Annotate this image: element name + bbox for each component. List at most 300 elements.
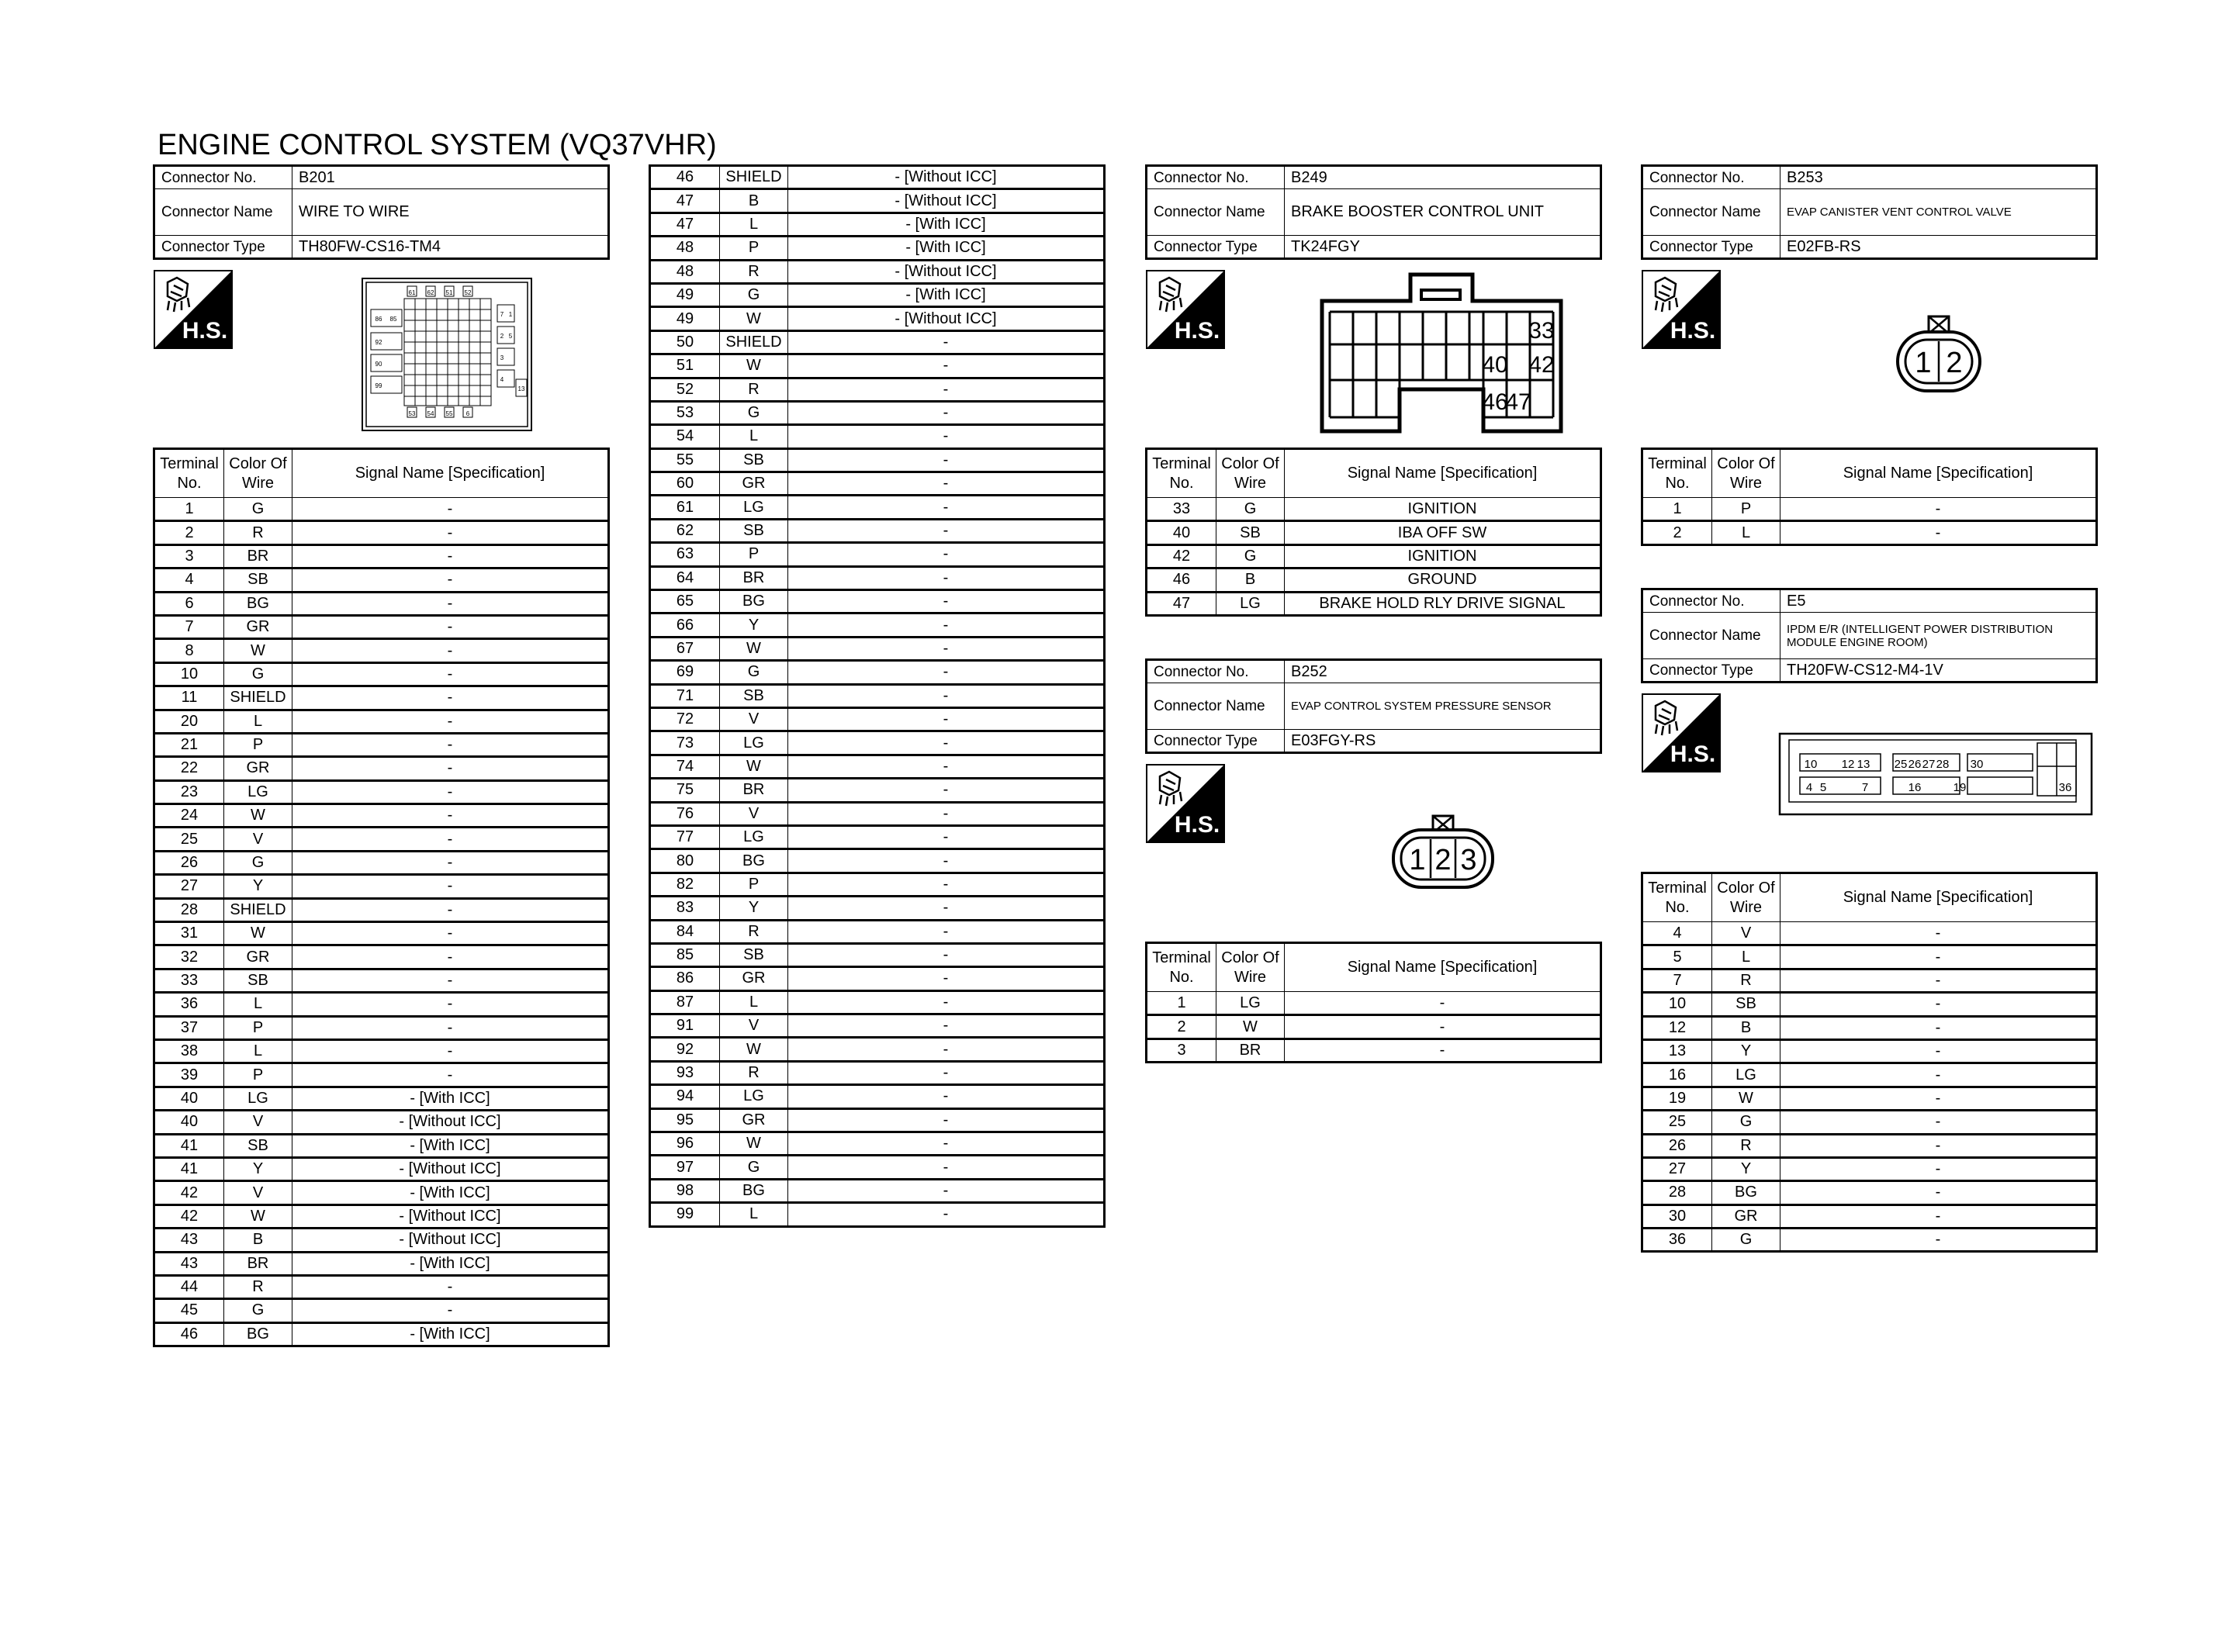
terminal-no-cell: 45 <box>154 1299 224 1322</box>
wire-color-cell: G <box>1712 1229 1780 1252</box>
wire-color-cell: GR <box>720 472 788 496</box>
terminal-no-cell: 3 <box>1147 1039 1216 1062</box>
terminal-no-cell: 64 <box>650 566 720 589</box>
terminal-no-cell: 13 <box>1642 1039 1712 1063</box>
b201-pin-label: 52 <box>464 289 472 296</box>
e5-pin-label: 30 <box>1970 758 1984 771</box>
table-row <box>1642 521 2097 544</box>
table-row <box>650 1156 1105 1179</box>
terminal-no-cell: 97 <box>650 1156 720 1179</box>
b249-connector-face <box>1319 271 1564 434</box>
b201-pin-label: 54 <box>427 410 434 417</box>
signal-name-cell: - <box>1780 1134 2097 1157</box>
signal-name-cell: - <box>788 1156 1105 1179</box>
signal-name-cell: - <box>788 1179 1105 1202</box>
terminal-no-cell: 62 <box>650 519 720 542</box>
hs-badge-label: H.S. <box>1670 318 1716 344</box>
table-row <box>650 990 1105 1014</box>
terminal-no-cell: 1 <box>1147 992 1216 1015</box>
wire-color-cell: B <box>224 1229 292 1252</box>
signal-name-cell: - <box>292 875 609 898</box>
hs-harness-side-icon <box>1642 693 1721 772</box>
signal-name-cell: - <box>1780 945 2097 969</box>
table-row <box>650 849 1105 873</box>
wire-color-cell: G <box>224 498 292 521</box>
terminal-no-cell: 20 <box>154 710 224 733</box>
table-row <box>650 378 1105 401</box>
terminal-no-cell: 2 <box>154 521 224 544</box>
wire-color-cell: V <box>224 828 292 851</box>
wire-color-cell: W <box>224 639 292 662</box>
header-terminal-no: Terminal No. <box>1642 873 1712 922</box>
terminal-no-cell: 51 <box>650 354 720 378</box>
label-connector-name: Connector Name <box>154 189 292 236</box>
signal-name-cell: - <box>1780 993 2097 1016</box>
signal-name-cell: GROUND <box>1285 569 1601 592</box>
b201-connector-info <box>153 164 610 260</box>
table-row <box>650 189 1105 213</box>
wire-color-cell: W <box>224 804 292 828</box>
table-row <box>154 851 609 874</box>
wire-color-cell: W <box>1712 1087 1780 1110</box>
terminal-no-cell: 52 <box>650 378 720 401</box>
signal-name-cell: - <box>788 1203 1105 1226</box>
signal-name-cell: - [With ICC] <box>292 1087 609 1110</box>
table-row <box>650 1108 1105 1132</box>
header-color-of-wire: Color Of Wire <box>224 449 292 498</box>
signal-name-cell: - <box>1285 1039 1601 1062</box>
page-title: ENGINE CONTROL SYSTEM (VQ37VHR) <box>157 129 717 161</box>
header-signal-name: Signal Name [Specification] <box>1285 449 1601 498</box>
signal-name-cell: - <box>1780 1039 2097 1063</box>
b252-connector-face <box>1389 811 1497 892</box>
signal-name-cell: - <box>1780 1016 2097 1039</box>
terminal-no-cell: 53 <box>650 401 720 424</box>
signal-name-cell: - <box>1780 1229 2097 1252</box>
signal-name-cell: - <box>788 990 1105 1014</box>
hs-badge-label: H.S. <box>182 318 228 344</box>
table-row <box>650 1061 1105 1084</box>
table-row <box>1147 592 1601 615</box>
label-connector-name: Connector Name <box>1642 189 1780 236</box>
signal-name-cell: - <box>788 472 1105 496</box>
terminal-no-cell: 40 <box>154 1087 224 1110</box>
label-connector-name: Connector Name <box>1642 613 1780 659</box>
wire-color-cell: L <box>720 1203 788 1226</box>
signal-name-cell: - <box>1780 1111 2097 1134</box>
table-row <box>650 1038 1105 1061</box>
wire-color-cell: V <box>1712 922 1780 945</box>
header-signal-name: Signal Name [Specification] <box>292 449 609 498</box>
terminal-no-cell: 80 <box>650 849 720 873</box>
terminal-no-cell: 47 <box>650 213 720 236</box>
terminal-no-cell: 21 <box>154 733 224 756</box>
wire-color-cell: SB <box>1216 521 1285 544</box>
b249-terminal-table <box>1145 448 1602 617</box>
wire-color-cell: LG <box>224 780 292 804</box>
wire-color-cell: W <box>224 1204 292 1228</box>
signal-name-cell: - [With ICC] <box>292 1134 609 1157</box>
table-row <box>154 969 609 992</box>
b201-connector-name: WIRE TO WIRE <box>292 189 609 236</box>
terminal-no-cell: 98 <box>650 1179 720 1202</box>
terminal-no-cell: 27 <box>154 875 224 898</box>
hs-harness-side-icon <box>1642 270 1721 349</box>
signal-name-cell: - <box>292 922 609 945</box>
table-row <box>650 731 1105 755</box>
table-row <box>154 1039 609 1063</box>
signal-name-cell: - <box>292 1063 609 1087</box>
wire-color-cell: SHIELD <box>720 330 788 354</box>
terminal-no-cell: 3 <box>154 544 224 568</box>
signal-name-cell: - <box>1780 1087 2097 1110</box>
terminal-no-cell: 61 <box>650 496 720 519</box>
wire-color-cell: L <box>720 990 788 1014</box>
table-row <box>650 661 1105 684</box>
signal-name-cell: - <box>292 993 609 1016</box>
b201-pin-label: 55 <box>445 410 453 417</box>
terminal-no-cell: 86 <box>650 967 720 990</box>
terminal-no-cell: 41 <box>154 1157 224 1180</box>
terminal-no-cell: 38 <box>154 1039 224 1063</box>
table-row <box>154 569 609 592</box>
b201-pin-label: 53 <box>408 410 416 417</box>
table-row <box>1642 1016 2097 1039</box>
signal-name-cell: IGNITION <box>1285 544 1601 568</box>
signal-name-cell: - <box>292 969 609 992</box>
terminal-no-cell: 43 <box>154 1229 224 1252</box>
terminal-no-cell: 47 <box>650 189 720 213</box>
terminal-no-cell: 36 <box>1642 1229 1712 1252</box>
signal-name-cell: - <box>1780 1181 2097 1204</box>
terminal-no-cell: 25 <box>154 828 224 851</box>
e5-pin-label: 28 <box>1936 758 1950 771</box>
table-row <box>650 755 1105 778</box>
wire-color-cell: LG <box>224 1087 292 1110</box>
terminal-no-cell: 40 <box>154 1111 224 1134</box>
table-row <box>154 1157 609 1180</box>
table-row <box>1147 569 1601 592</box>
signal-name-cell: - <box>788 613 1105 637</box>
wire-color-cell: SB <box>1712 993 1780 1016</box>
b252-connector-name: EVAP CONTROL SYSTEM PRESSURE SENSOR <box>1285 683 1601 730</box>
b252-connector-info <box>1145 658 1602 754</box>
hs-badge-label: H.S. <box>1670 741 1716 767</box>
signal-name-cell: - <box>788 1014 1105 1038</box>
wire-color-cell: L <box>1712 945 1780 969</box>
wire-color-cell: G <box>720 1156 788 1179</box>
table-row <box>154 544 609 568</box>
table-row <box>650 566 1105 589</box>
e5-pin-label: 19 <box>1953 781 1967 794</box>
terminal-no-cell: 10 <box>1642 993 1712 1016</box>
signal-name-cell: - <box>292 592 609 615</box>
signal-name-cell: - <box>788 943 1105 966</box>
wire-color-cell: V <box>224 1111 292 1134</box>
hs-badge-label: H.S. <box>1174 318 1220 344</box>
wire-color-cell: SB <box>224 569 292 592</box>
terminal-no-cell: 82 <box>650 873 720 896</box>
wire-color-cell: P <box>720 237 788 260</box>
table-row <box>1642 1134 2097 1157</box>
wire-color-cell: SHIELD <box>224 686 292 710</box>
terminal-no-cell: 49 <box>650 307 720 330</box>
label-connector-no: Connector No. <box>1642 166 1780 189</box>
table-row <box>154 498 609 521</box>
header-signal-name: Signal Name [Specification] <box>1285 943 1601 992</box>
terminal-no-cell: 42 <box>1147 544 1216 568</box>
e5-connector-type: TH20FW-CS12-M4-1V <box>1780 659 2097 683</box>
wire-color-cell: W <box>720 1132 788 1156</box>
terminal-no-cell: 46 <box>154 1322 224 1346</box>
terminal-no-cell: 39 <box>154 1063 224 1087</box>
table-row <box>1642 1229 2097 1252</box>
wire-color-cell: BG <box>1712 1181 1780 1204</box>
wire-color-cell: L <box>720 213 788 236</box>
wire-color-cell: SB <box>720 519 788 542</box>
wire-color-cell: LG <box>1216 992 1285 1015</box>
b253-connector-info <box>1641 164 2098 260</box>
b253-pin-label: 1 <box>1915 347 1932 379</box>
terminal-no-cell: 16 <box>1642 1063 1712 1087</box>
signal-name-cell: - <box>788 330 1105 354</box>
terminal-no-cell: 2 <box>1147 1015 1216 1039</box>
wire-color-cell: W <box>720 307 788 330</box>
signal-name-cell: - <box>292 828 609 851</box>
table-row <box>650 237 1105 260</box>
signal-name-cell: - <box>788 1085 1105 1108</box>
signal-name-cell: - [With ICC] <box>292 1322 609 1346</box>
e5-pin-label: 13 <box>1857 758 1870 771</box>
terminal-no-cell: 91 <box>650 1014 720 1038</box>
table-row <box>154 1275 609 1298</box>
table-row <box>154 521 609 544</box>
table-row <box>650 967 1105 990</box>
wire-color-cell: GR <box>720 1108 788 1132</box>
signal-name-cell: - <box>788 1061 1105 1084</box>
signal-name-cell: - [Without ICC] <box>292 1204 609 1228</box>
terminal-no-cell: 28 <box>154 898 224 921</box>
table-row <box>650 354 1105 378</box>
terminal-no-cell: 27 <box>1642 1157 1712 1180</box>
wire-color-cell: SB <box>720 448 788 472</box>
table-row <box>1642 498 2097 521</box>
wire-color-cell: SB <box>720 943 788 966</box>
signal-name-cell: - <box>788 1132 1105 1156</box>
table-row <box>154 828 609 851</box>
wire-color-cell: V <box>720 707 788 731</box>
table-row <box>650 873 1105 896</box>
table-row <box>1642 945 2097 969</box>
signal-name-cell: - [Without ICC] <box>292 1157 609 1180</box>
e5-connector-info <box>1641 588 2098 683</box>
wire-color-cell: R <box>720 1061 788 1084</box>
table-row <box>650 637 1105 660</box>
e5-pin-label: 27 <box>1922 758 1936 771</box>
table-row <box>154 1322 609 1346</box>
wire-color-cell: R <box>1712 1134 1780 1157</box>
b201-connector-type: TH80FW-CS16-TM4 <box>292 236 609 259</box>
table-row <box>650 496 1105 519</box>
wire-color-cell: LG <box>720 496 788 519</box>
terminal-no-cell: 48 <box>650 237 720 260</box>
table-row <box>154 686 609 710</box>
wire-color-cell: W <box>720 1038 788 1061</box>
wire-color-cell: Y <box>224 1157 292 1180</box>
wire-color-cell: Y <box>1712 1039 1780 1063</box>
terminal-no-cell: 4 <box>1642 922 1712 945</box>
terminal-no-cell: 66 <box>650 613 720 637</box>
terminal-no-cell: 2 <box>1642 521 1712 544</box>
wire-color-cell: BG <box>720 1179 788 1202</box>
wire-color-cell: LG <box>1712 1063 1780 1087</box>
table-row <box>1642 1063 2097 1087</box>
terminal-no-cell: 65 <box>650 590 720 613</box>
wire-color-cell: P <box>224 733 292 756</box>
e5-pin-label: 5 <box>1819 781 1827 794</box>
table-row <box>650 802 1105 825</box>
e5-pin-label: 26 <box>1908 758 1922 771</box>
table-row <box>650 1132 1105 1156</box>
b249-pin-label: 47 <box>1505 389 1531 415</box>
table-row <box>154 639 609 662</box>
terminal-no-cell: 4 <box>154 569 224 592</box>
signal-name-cell: - <box>292 780 609 804</box>
wire-color-cell: R <box>1712 969 1780 992</box>
e5-pin-label: 16 <box>1908 781 1922 794</box>
wire-color-cell: B <box>1216 569 1285 592</box>
wire-color-cell: P <box>720 543 788 566</box>
signal-name-cell: - <box>788 496 1105 519</box>
table-row <box>1642 969 2097 992</box>
terminal-no-cell: 11 <box>154 686 224 710</box>
header-signal-name: Signal Name [Specification] <box>1780 873 2097 922</box>
signal-name-cell: - <box>788 897 1105 920</box>
table-row <box>1147 498 1601 521</box>
terminal-no-cell: 69 <box>650 661 720 684</box>
terminal-no-cell: 54 <box>650 425 720 448</box>
terminal-no-cell: 30 <box>1642 1204 1712 1228</box>
b249-connector-no: B249 <box>1285 166 1601 189</box>
b252-connector-type: E03FGY-RS <box>1285 730 1601 753</box>
wire-color-cell: L <box>1712 521 1780 544</box>
table-row <box>650 613 1105 637</box>
table-row <box>154 710 609 733</box>
signal-name-cell: - [With ICC] <box>292 1252 609 1275</box>
label-connector-no: Connector No. <box>1147 166 1285 189</box>
b253-connector-type: E02FB-RS <box>1780 236 2097 259</box>
terminal-no-cell: 37 <box>154 1016 224 1039</box>
signal-name-cell: - <box>788 731 1105 755</box>
wire-color-cell: L <box>224 1039 292 1063</box>
wire-color-cell: BR <box>720 566 788 589</box>
wire-color-cell: SB <box>224 969 292 992</box>
wire-color-cell: GR <box>720 967 788 990</box>
terminal-no-cell: 41 <box>154 1134 224 1157</box>
wire-color-cell: SHIELD <box>720 166 788 189</box>
terminal-no-cell: 46 <box>650 166 720 189</box>
wire-color-cell: BR <box>1216 1039 1285 1062</box>
wire-color-cell: GR <box>224 757 292 780</box>
signal-name-cell: - <box>788 920 1105 943</box>
terminal-no-cell: 96 <box>650 1132 720 1156</box>
wire-color-cell: GR <box>1712 1204 1780 1228</box>
signal-name-cell: - <box>788 401 1105 424</box>
b201-pin-label: 5 <box>508 333 513 340</box>
terminal-no-cell: 42 <box>154 1181 224 1204</box>
signal-name-cell: - [Without ICC] <box>788 260 1105 283</box>
e5-terminal-table <box>1641 872 2098 1253</box>
table-row <box>154 1181 609 1204</box>
signal-name-cell: - [With ICC] <box>788 283 1105 306</box>
table-row <box>154 1229 609 1252</box>
b252-connector-no: B252 <box>1285 660 1601 683</box>
table-row <box>1642 1157 2097 1180</box>
signal-name-cell: - [Without ICC] <box>788 189 1105 213</box>
hs-harness-side-icon <box>1146 270 1225 349</box>
terminal-no-cell: 43 <box>154 1252 224 1275</box>
b249-pin-label: 40 <box>1482 352 1508 378</box>
signal-name-cell: - <box>788 543 1105 566</box>
e5-connector-no: E5 <box>1780 589 2097 613</box>
signal-name-cell: - <box>788 1108 1105 1132</box>
signal-name-cell: - <box>292 1299 609 1322</box>
b249-connector-type: TK24FGY <box>1285 236 1601 259</box>
signal-name-cell: - <box>292 710 609 733</box>
terminal-no-cell: 50 <box>650 330 720 354</box>
signal-name-cell: - <box>788 519 1105 542</box>
wire-color-cell: G <box>224 1299 292 1322</box>
b249-connector-info <box>1145 164 1602 260</box>
signal-name-cell: - <box>1780 1204 2097 1228</box>
b201-connector-face <box>361 277 533 432</box>
table-row <box>154 1252 609 1275</box>
table-row <box>154 733 609 756</box>
wire-color-cell: W <box>720 637 788 660</box>
terminal-no-cell: 93 <box>650 1061 720 1084</box>
e5-pin-label: 4 <box>1805 781 1813 794</box>
table-row <box>154 1016 609 1039</box>
terminal-no-cell: 99 <box>650 1203 720 1226</box>
wire-color-cell: R <box>224 1275 292 1298</box>
table-row <box>1147 992 1601 1015</box>
signal-name-cell: - <box>788 684 1105 707</box>
signal-name-cell: - <box>292 1039 609 1063</box>
hs-harness-side-icon <box>1146 764 1225 843</box>
signal-name-cell: - <box>788 1038 1105 1061</box>
table-row <box>1147 1039 1601 1062</box>
b201-pin-label: 99 <box>375 382 382 389</box>
b253-pin-label: 2 <box>1946 347 1963 379</box>
table-row <box>154 804 609 828</box>
e5-connector-face <box>1777 729 2096 824</box>
signal-name-cell: - <box>788 873 1105 896</box>
label-connector-name: Connector Name <box>1147 683 1285 730</box>
signal-name-cell: - <box>1780 521 2097 544</box>
wire-color-cell: P <box>224 1063 292 1087</box>
table-row <box>650 707 1105 731</box>
wire-color-cell: B <box>1712 1016 1780 1039</box>
wire-color-cell: G <box>720 661 788 684</box>
wire-color-cell: LG <box>1216 592 1285 615</box>
b201-terminal-table-continued <box>649 164 1106 1228</box>
wire-color-cell: B <box>720 189 788 213</box>
terminal-no-cell: 75 <box>650 779 720 802</box>
e5-pin-label: 36 <box>2058 781 2072 794</box>
signal-name-cell: - <box>788 849 1105 873</box>
table-row <box>154 1111 609 1134</box>
e5-pin-label: 25 <box>1894 758 1908 771</box>
